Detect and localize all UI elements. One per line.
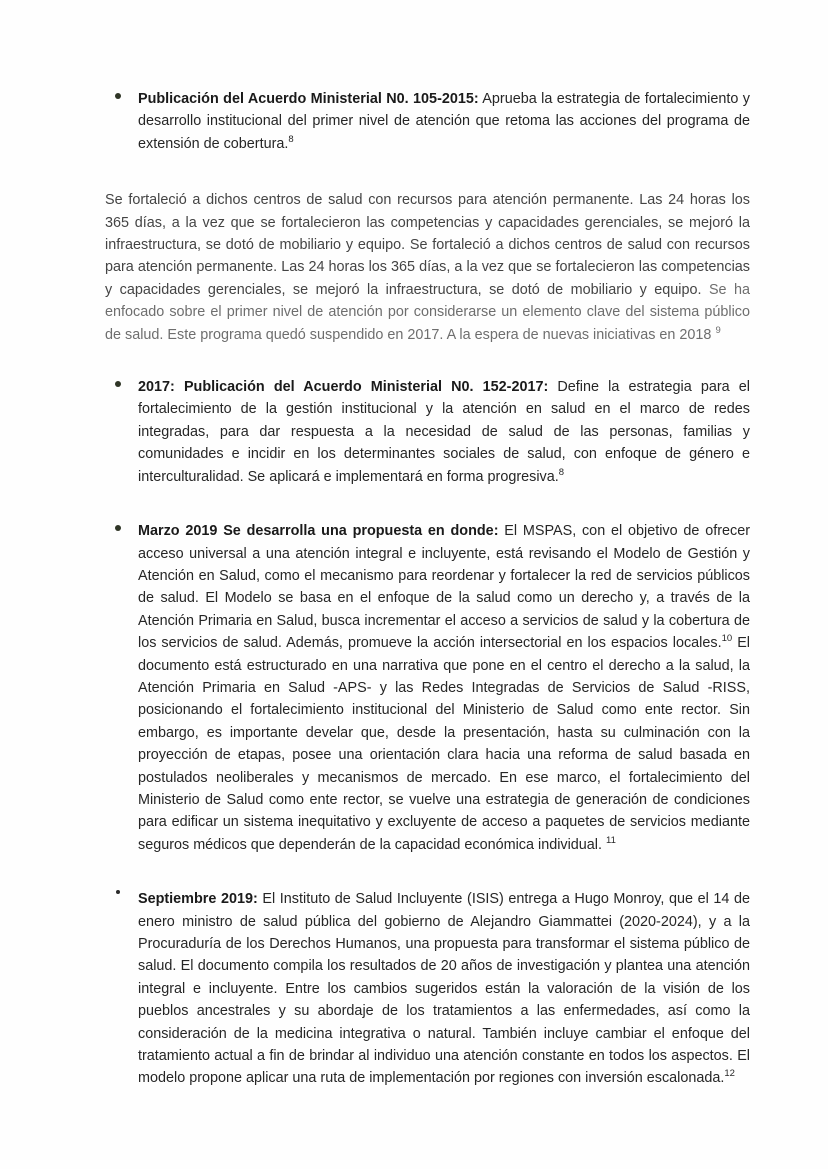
paragraph-text-dark: Se fortaleció a dichos centros de salud con recursos para atención permanente. Las 24 horas los 365 días, a la vez que se fortalecieron las competencias y capacidades gerenciales, se mejoró la infraestructura, se dotó de mobiliario y equipo. Se fortaleció a dichos centros de salud con recursos para atención permanente. Las 24 horas los 365 días, a la vez que se fortalecieron las competencias y capacidades gerenciales, se mejoró la infraestructura, se dotó de mobiliario y equipo. (105, 192, 750, 298)
list-item-body-part-1: El MSPAS, con el objetivo de ofrecer acceso universal a una atención integral e incluyente, está revisando el Modelo de Gestión y Atención en Salud, como el mecanismo para reordenar y fortalecer la red de servicios públicos de salud. El Modelo se basa en el enfoque de la salud como un derecho y, a través de la Atención Primaria en Salud, busca incrementar el acceso a servicios de salud y la cobertura de los servicios de salud. Además, promueve la acción intersectorial en los espacios locales. (138, 523, 750, 652)
footnote-ref: 8 (558, 466, 565, 478)
body-paragraph (105, 189, 750, 346)
list-item (105, 888, 750, 1090)
document-content (105, 88, 750, 1090)
list-item-body: El Instituto de Salud Incluyente (ISIS) entrega a Hugo Monroy, que el 14 de enero ministro de salud pública del gobierno de Alejandro Giammattei (2020-2024), y a la Procuraduría de los Derechos Humanos, una propuesta para transformar el sistema público de salud. El documento compila los resultados de 20 años de investigación y plantea una atención integral e incluyente. Entre los cambios sugeridos están la valoración de la visión de los pueblos ancestrales y su abordaje de los tratamientos a las enfermedades, así como la consideración de la medicina integrativa o natural. También incluye cambiar el enfoque del tratamiento actual a fin de brindar al individuo una atención constante en todos los aspectos. El modelo propone aplicar una ruta de implementación por regiones con inversión escalonada. (138, 891, 750, 1087)
list-item-lead: Publicación del Acuerdo Ministerial N0. 105-2015 (138, 91, 474, 107)
list-item-text (138, 376, 750, 488)
list-item-lead-suffix: : (253, 891, 258, 908)
list-item-text (138, 520, 750, 856)
list-item (105, 520, 750, 856)
footnote-ref: 12 (724, 1068, 735, 1080)
list-item-text (138, 888, 750, 1090)
list-item-body: Define la estrategia para el fortalecimiento de la gestión institucional y la atención en salud en el marco de redes integradas, para dar respuesta a la necesidad de salud de las personas, familias y comunidades e incidir en los determinantes sociales de salud, con enfoque de género e interculturalidad. Se aplicará e implementará en forma progresiva. (138, 379, 750, 485)
paragraph-text-faded: Se ha enfocado sobre el primer nivel de atención por considerarse un elemento clave del sistema público de salud. Este programa quedó suspendido en 2017. A la espera de nuevas iniciativas en 2018 (105, 281, 750, 343)
list-item (105, 88, 750, 155)
list-item (105, 376, 750, 488)
round-bullet-icon (115, 93, 121, 99)
list-item-body-part-2: El documento está estructurado en una narrativa que pone en el centro el derecho a la salud, la Atención Primaria en Salud -APS- y las Redes Integradas de Servicios de Salud -RISS, posicionando el fortalecimiento institucional del Ministerio de Salud como ente rector. Sin embargo, es importante develar que, desde la presentación, hasta su culminación con la proyección de etapas, posee una orientación clara hacia una reforma de salud basada en postulados neoliberales y mecanismos de mercado. En ese marco, el fortalecimiento del Ministerio de Salud como ente rector, se vuelve una estrategia de generación de condiciones para edificar un sistema inequitativo y excluyente de acceso a paquetes de servicios mediante seguros médicos que dependerán de la capacidad económica individual. (138, 635, 750, 853)
list-item-lead: Septiembre 2019 (138, 891, 253, 908)
list-item-lead-suffix: : (543, 379, 549, 396)
footnote-ref: 8 (288, 134, 294, 146)
list-item-lead-suffix: : (473, 91, 479, 107)
list-item-body: Aprueba la estrategia de fortalecimiento y desarrollo institucional del primer nivel de atención que retoma las acciones del programa de extensión de cobertura. (138, 91, 750, 152)
list-item-lead: Marzo 2019 Se desarrolla una propuesta en donde (138, 523, 494, 540)
round-bullet-icon (115, 525, 121, 531)
small-round-bullet-icon (116, 890, 120, 894)
list-item-lead: 2017: Publicación del Acuerdo Ministerial N0. 152-2017 (138, 379, 544, 396)
footnote-ref: 11 (606, 834, 616, 846)
footnote-ref: 9 (715, 324, 721, 336)
round-bullet-icon (115, 381, 121, 387)
list-item-lead-suffix: : (493, 523, 499, 540)
list-item-text (138, 88, 750, 155)
footnote-ref-mid: 10 (721, 633, 733, 645)
paragraph-text (105, 189, 750, 346)
